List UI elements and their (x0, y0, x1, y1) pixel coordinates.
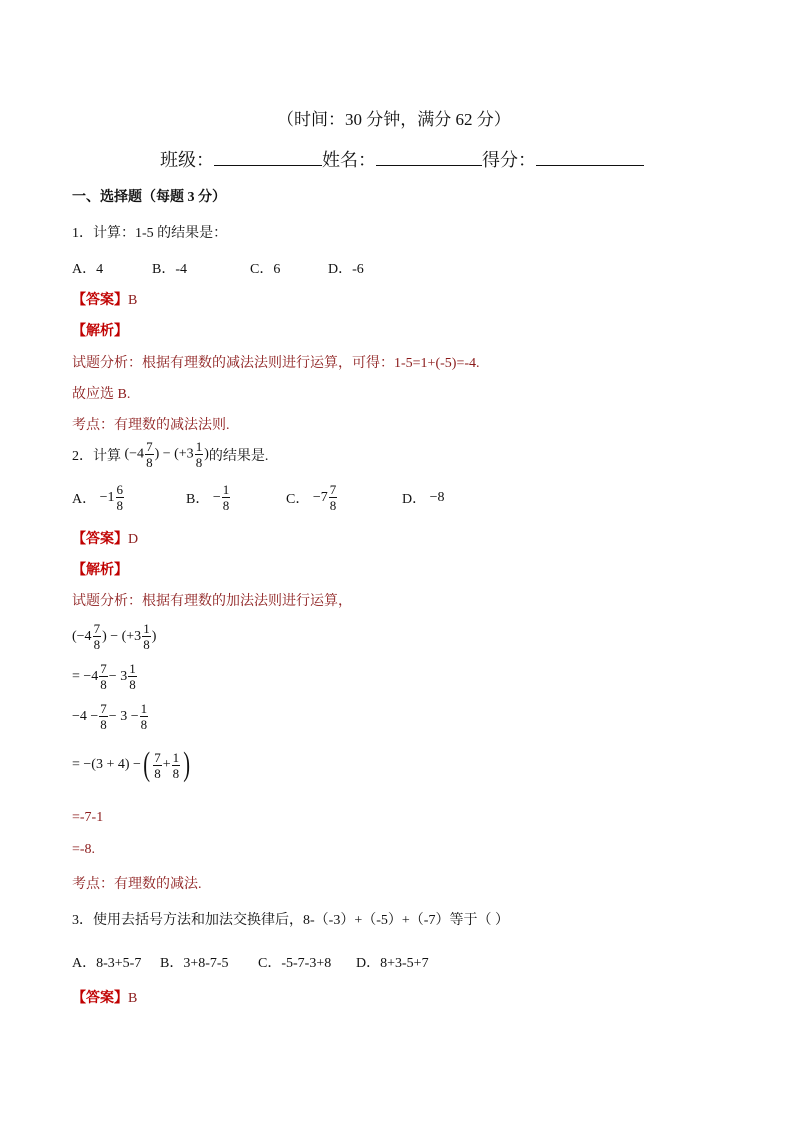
q1-option-d[interactable]: D．-6 (328, 262, 364, 277)
q2-knowledge-point: 考点：有理数的减法. (72, 877, 202, 892)
q3-option-d[interactable]: D．8+3-5+7 (356, 956, 429, 971)
answer-tag: 【答案】 (72, 991, 128, 1006)
q3-option-c[interactable]: C．-5-7-3+8 (258, 956, 332, 971)
name-field[interactable] (376, 147, 482, 166)
q1-conclusion: 故应选 B. (72, 387, 131, 402)
q2-expression: (−4 $\frac{7}{8}$ ) − (+3 $\frac{1}{8}$ ) (121, 439, 209, 470)
q2-step-4: = −(3 + 4) − ( $\frac{7}{8}$ + $\frac{1}{8}$ ) (72, 746, 191, 783)
q2-answer (72, 528, 138, 548)
q2-answer-value: D (128, 532, 139, 547)
q1-option-c[interactable]: C．6 (250, 262, 281, 277)
q3-option-b[interactable]: B．3+8-7-5 (160, 956, 229, 971)
q2-step-1: (−4 $\frac{7}{8}$ ) − (+3 $\frac{1}{8}$ ) (72, 621, 157, 652)
q2-option-b[interactable]: B． − $\frac{1}{8}$ (186, 482, 230, 513)
q1-knowledge-point: 考点：有理数的减法法则. (72, 418, 230, 433)
q3-answer-value: B (128, 991, 138, 1006)
answer-tag: 【答案】 (72, 532, 128, 547)
name-label: 姓名： (322, 150, 376, 170)
exam-time-title: （时间：30 分钟，满分 62 分） (277, 110, 511, 129)
q1-option-a[interactable]: A．4 (72, 262, 104, 277)
class-label: 班级： (160, 150, 214, 170)
answer-tag: 【答案】 (72, 293, 128, 308)
q3-option-a[interactable]: A．8-3+5-7 (72, 956, 142, 971)
q2-stem-prefix: 2．计算 (72, 448, 121, 464)
q3-options (72, 952, 429, 972)
q2-option-b-label: B． (186, 491, 210, 507)
q2-options (72, 483, 445, 512)
score-field[interactable] (536, 147, 644, 166)
q2-step-2: = −4 $\frac{7}{8}$ − 3 $\frac{1}{8}$ (72, 661, 136, 692)
q1-analysis-line: 试题分析：根据有理数的减法法则进行运算，可得：1-5=1+(-5)=-4. (72, 356, 480, 371)
q3-stem: 3．使用去括号方法和加法交换律后，8-（-3）+（-5）+（-7）等于（ ） (72, 913, 509, 928)
q2-step-3: −4 − $\frac{7}{8}$ − 3 − $\frac{1}{8}$ (72, 701, 148, 732)
q1-analysis-tag: 【解析】 (72, 324, 128, 339)
class-field[interactable] (214, 147, 322, 166)
q2-stem (72, 440, 268, 469)
q3-answer (72, 987, 137, 1007)
section-title: 一、选择题（每题 3 分） (72, 190, 226, 205)
q2-option-a-label: A． (72, 491, 97, 507)
q2-option-d[interactable]: D． −8 (402, 489, 445, 507)
q1-answer (72, 289, 137, 309)
q2-stem-suffix: 的结果是. (208, 448, 269, 464)
student-info-row (160, 146, 644, 172)
q1-option-b[interactable]: B．-4 (152, 262, 187, 277)
q2-option-c[interactable]: C． −7 $\frac{7}{8}$ (286, 482, 337, 513)
q1-answer-value: B (128, 293, 138, 308)
q2-analysis-tag: 【解析】 (72, 563, 128, 578)
score-label: 得分： (482, 150, 536, 170)
q2-analysis-line: 试题分析：根据有理数的加法法则进行运算， (72, 594, 352, 609)
q2-step-5: =-7-1 (72, 810, 104, 825)
q1-options (72, 258, 364, 278)
q2-option-a[interactable]: A． −1 $\frac{6}{8}$ (72, 482, 124, 513)
q1-stem: 1．计算：1-5 的结果是： (72, 226, 228, 241)
q2-step-6: =-8. (72, 842, 96, 857)
q2-option-d-label: D． (402, 491, 427, 507)
q2-option-c-label: C． (286, 491, 310, 507)
